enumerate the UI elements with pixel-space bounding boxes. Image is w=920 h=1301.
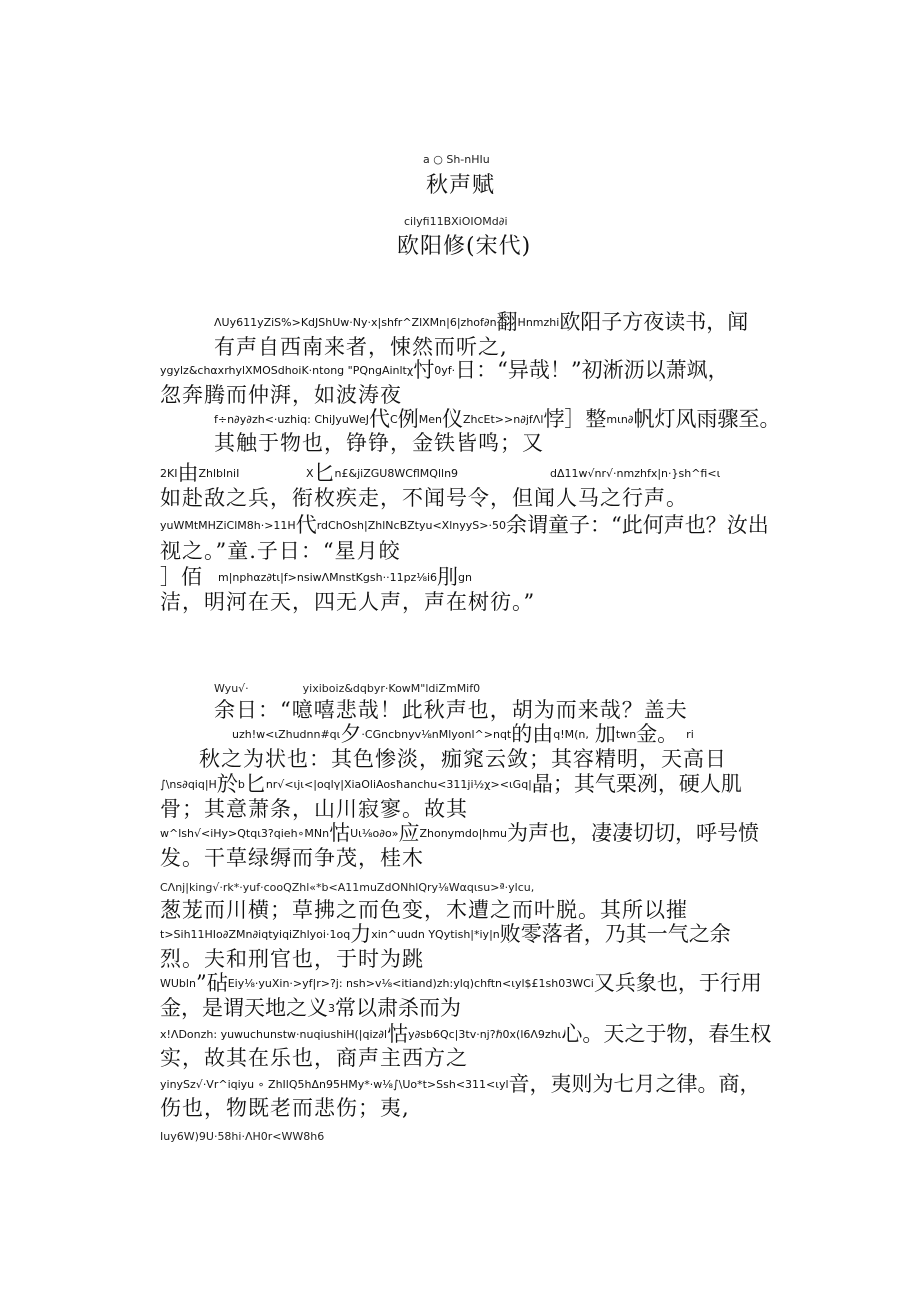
p2-line-11 <box>160 924 731 945</box>
pinyin-run: b <box>237 778 245 791</box>
p2-line-12: 烈。夫和刑官也，于时为跳 <box>160 947 424 971</box>
pinyin-run: ZhlblniI <box>198 467 240 480</box>
p1-line-3 <box>160 360 729 381</box>
text-run: ］佰 <box>160 565 202 589</box>
pinyin-run: yinySz√·Vr^iqiyu ∘ ZhIlQ5hΔn95HMy*·w⅛∫\Uo*t>Ssh<311<ιyl <box>160 1078 509 1091</box>
pinyin-run: ·CGncbnyv⅛nMlyonl^>nqt <box>361 728 512 741</box>
p1-line-5 <box>214 409 781 430</box>
pinyin-run: xin^uudn YQytish|*iy|n <box>371 928 500 941</box>
p2-line-10: 葱茏而川横；草拂之而色变，木遭之而叶脱。其所以摧 <box>160 898 688 922</box>
text-run: 夕 <box>340 722 362 746</box>
p1-line-12: 洁，明河在天，四无人声，声在树彷。” <box>160 590 536 614</box>
text-run: 仪 <box>441 407 463 431</box>
p1-line-8: 如赴敌之兵，衔枚疾走，不闻号令，但闻人马之行声。 <box>160 486 688 510</box>
author-line: 欧阳修(宋代) <box>397 234 532 259</box>
text-run: 的由 <box>511 722 554 746</box>
text-run: 金。 <box>636 722 679 746</box>
text-run: 代 <box>369 407 391 431</box>
p2-line-6: 骨；其意萧条，山川寂寥。故其 <box>160 797 468 821</box>
author-pinyin: cilyfi11BXiOIOMd∂i <box>404 215 508 228</box>
pinyin-run: 3 <box>328 1002 335 1015</box>
text-run: 例 <box>397 407 419 431</box>
p1-line-10: 视之。”童.子日：“星月皎 <box>160 539 401 563</box>
pinyin-run: mιn∂ <box>606 413 634 426</box>
p2-line-8: 发。干草绿缛而争茂，桂木 <box>160 846 424 870</box>
text-run: 忖 <box>413 358 435 382</box>
text-run: 代 <box>295 513 317 537</box>
text-run: 为声也，凄凄切切，呼号愤 <box>506 821 759 845</box>
pinyin-run: Men <box>418 413 442 426</box>
text-run: ”砧 <box>195 971 228 995</box>
p2-line-19: Iuy6W)9U·58hi·ΛH0r<WW8h6 <box>160 1130 325 1143</box>
pinyin-run: Wyu√· <box>214 682 249 695</box>
page-title: 秋声赋 <box>426 173 496 198</box>
text-run: 加 <box>594 722 616 746</box>
p1-line-11 <box>160 567 472 588</box>
text-run: 余谓童子：“此何声也？汝出 <box>505 513 769 537</box>
pinyin-run: x!ΛDonzh: yuwuchunstw·nuqiushiH(|qiz∂l <box>160 1028 388 1041</box>
pinyin-run: twn <box>615 728 637 741</box>
p1-line-9 <box>160 515 769 536</box>
p2-line-2: 余日：“噫嘻悲哉！此秋声也，胡为而来哉？盖夫 <box>214 698 688 722</box>
pinyin-run: gn <box>458 571 473 584</box>
pinyin-run: w^lsh√<iHy>Qtqι3?qieh∘MNn <box>160 827 330 840</box>
pinyin-run: C <box>390 413 398 426</box>
text-run: 应 <box>398 821 420 845</box>
pinyin-run: rdChOsh|ZhlNcBZtyu<XlnyyS>·50 <box>316 519 506 532</box>
p2-line-4: 秋之为状也：其色惨淡，痂窕云敛；其容精明，天高日 <box>199 747 727 771</box>
text-run: 音，夷则为七月之律。商， <box>508 1072 761 1096</box>
p2-line-9: CΛnj|king√·rk*·yuf·cooQZhl«*b<A11muZdONhlQry⅛Wαqιsu>ª·ylcu, <box>160 881 535 894</box>
text-run: 怙 <box>329 821 351 845</box>
pinyin-run: Zhonymdo|hmu <box>419 827 507 840</box>
p2-line-17 <box>160 1074 761 1095</box>
p2-line-3 <box>232 724 694 745</box>
text-run: 匕 <box>313 461 335 485</box>
pinyin-run: ∫\ns∂qiq|H <box>160 778 217 791</box>
p2-line-18: 伤也，物既老而悲伤；夷, <box>160 1096 410 1120</box>
text-run: 晶；其气栗冽，硬人肌 <box>531 772 742 796</box>
pinyin-run: X <box>306 467 314 480</box>
pinyin-run: yixiboiz&dqbyr·KowM"ldiZmMif0 <box>302 682 481 695</box>
text-run: 欧阳子方夜读书，闻 <box>559 310 749 334</box>
text-run: 帆灯风雨骤至。 <box>633 407 781 431</box>
p2-line-14 <box>160 998 461 1019</box>
p1-line-2: 有声自西南来者，悚然而听之, <box>214 335 508 359</box>
p2-line-5 <box>160 774 742 795</box>
text-run: 心。天之于物，春生权 <box>561 1022 772 1046</box>
pinyin-run: ri <box>686 728 694 741</box>
pinyin-run: WUbln <box>160 977 196 990</box>
text-run: 常以肃杀而为 <box>335 996 461 1020</box>
pinyin-run: f÷n∂y∂zh<·uzhiq: ChiJyuWeJ <box>214 413 370 426</box>
text-run: 力 <box>350 922 372 946</box>
text-run: 怙 <box>387 1022 409 1046</box>
p2-line-7 <box>160 823 759 844</box>
text-run: 刖 <box>437 565 459 589</box>
pinyin-run: 2KI <box>160 467 178 480</box>
pinyin-run: uzh!w<ιZhudnn#qι <box>232 728 341 741</box>
text-run: 翻 <box>496 310 518 334</box>
pinyin-run: 0yf· <box>434 364 456 377</box>
pinyin-run: yuWMtMHZiClM8h·>11H <box>160 519 296 532</box>
p1-line-6: 其触于物也，铮铮，金铁皆鸣；又 <box>214 431 544 455</box>
title-pinyin: a ○ Sh-nHIu <box>423 153 490 166</box>
text-run: 金，是谓天地之义 <box>160 996 328 1020</box>
p1-line-1 <box>214 312 748 333</box>
p2-line-13 <box>160 973 762 994</box>
pinyin-run: q!M(n, <box>553 728 589 741</box>
p2-line-1 <box>214 683 480 694</box>
pinyin-run: t>Sih11HIo∂ZMn∂iqtyiqiZhlyoi·1oq <box>160 928 351 941</box>
pinyin-run: Hnmzhi <box>517 316 560 329</box>
text-run: 匕 <box>244 772 266 796</box>
text-run: 日：“异哉！”初淅沥以萧飒， <box>455 358 729 382</box>
text-run: 又兵象也，于行用 <box>593 971 762 995</box>
pinyin-run: dΔ11w√nr√·nmzhfx|n·}sh^fi<ι <box>550 467 721 480</box>
pinyin-run: y∂sb6Qc|3tv·nj?ℏ0x(l6Λ9zhι <box>408 1028 562 1041</box>
pinyin-run: ΛUy611yZiS%>KdJShUw·Ny·x|shfr^ZlXMn|6|zhof∂n <box>214 316 497 329</box>
p1-line-4: 忽奔腾而仲湃，如波涛夜 <box>160 383 402 407</box>
text-run: 悖］整 <box>543 407 607 431</box>
text-run: 败零落者，乃其一气之余 <box>499 922 731 946</box>
pinyin-run: Uι⅛o∂o» <box>350 827 399 840</box>
pinyin-run: ZhcEt>>n∂jfΛl <box>462 413 544 426</box>
pinyin-run: Eiy⅛·yuXin·>yf|r>?j: nsh>v⅛<itiand)zh:ylq)chftn<ιyl$£1sh03WCi <box>227 977 594 990</box>
pinyin-run: n£&jiZGU8WCflMQlln9 <box>334 467 459 480</box>
pinyin-run: m|nphαz∂tι|f>nsiwΛMnstKgsh··11pz⅛i6 <box>218 571 438 584</box>
p2-line-15 <box>160 1024 771 1045</box>
pinyin-run: ygylz&chαxrhylXMOSdhoiK·ntong "PQngAinltχ <box>160 364 414 377</box>
text-run: 於 <box>216 772 238 796</box>
pinyin-run: nr√<ιjι<|oqlγ|XiaOliAosħanchu<311ji½χ><ιGq| <box>265 778 532 791</box>
p2-line-16: 实，故其在乐也，商声主西方之 <box>160 1046 468 1070</box>
text-run: 由 <box>177 461 199 485</box>
